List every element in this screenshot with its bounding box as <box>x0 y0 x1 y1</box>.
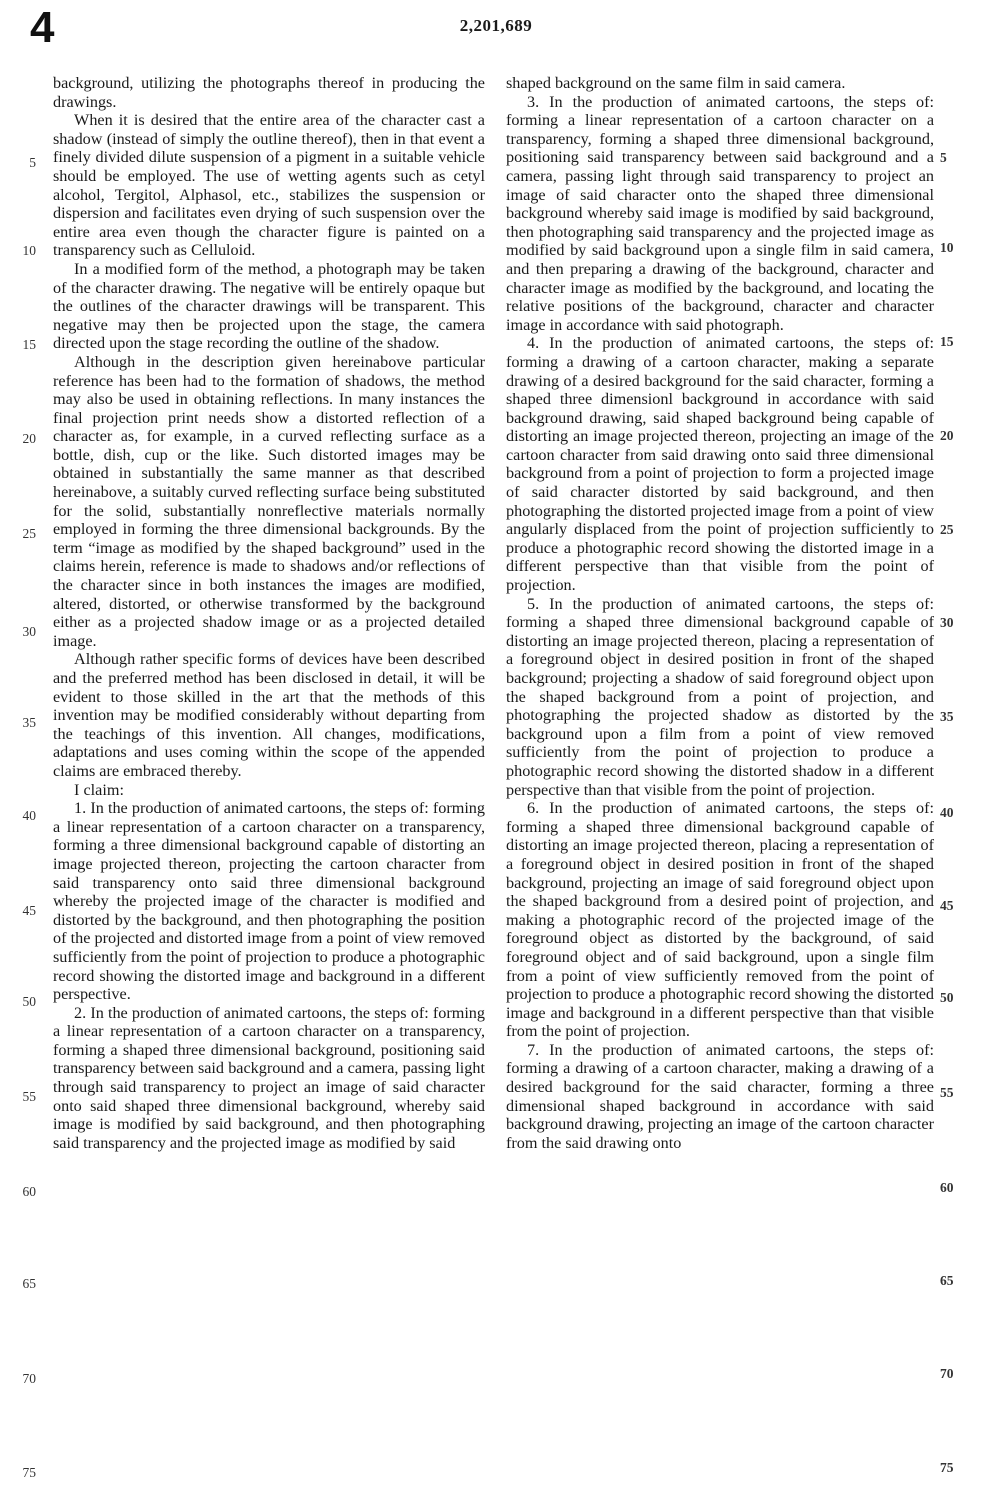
claims-heading: I claim: <box>74 780 124 799</box>
line-number: 15 <box>22 337 36 352</box>
line-number: 35 <box>940 709 954 724</box>
line-number: 25 <box>22 526 36 541</box>
line-number: 75 <box>940 1460 954 1475</box>
page-number: 4 <box>30 3 55 52</box>
line-number: 10 <box>22 243 36 258</box>
claim-6: 6. In the production of animated cartoons, the steps of: forming a shaped three dimensional background capable of distorting an image projected thereon, placing a representation of a foreground object in desired position in front of the shaped background, projecting an image of said foreground object upon the shaped background from a desired point of projection, and making a photographic record of the projected image of the foreground object as distorted by the background, of said foreground object and of said background, upon a single film from a point of view sufficiently removed from the point of projection to produce a photographic record showing the distorted image and background in a different perspective than that visible from the point of projection. <box>506 799 934 1041</box>
paragraph: background, utilizing the photographs thereof in producing the drawings. <box>53 74 485 111</box>
left-text-column <box>53 74 485 1152</box>
line-number: 20 <box>940 428 954 443</box>
line-number: 50 <box>940 990 954 1005</box>
claim-3: 3. In the production of animated cartoons, the steps of: forming a linear representation of a cartoon character on a transparency, forming a shaped three dimensional background, positioning said transparency between said background and a camera, passing light through said transparency to project an image of said character onto the shaped three dimensional background whereby said image is modified by said background, then photographing said transparency and the projected image as modified by said background upon a single film in said camera, and then preparing a drawing of the background, character and character image as modified by the background, and locating the relative positions of the background, character and character image in accordance with said photograph. <box>506 92 934 334</box>
line-number: 45 <box>22 903 36 918</box>
claim-4: 4. In the production of animated cartoons, the steps of: forming a drawing of a cartoon character, making a separate drawing of a desired background for the said character, forming a shaped three dimensionl background in accordance with said background drawing, said shaped background being capable of distorting an image projected thereon, projecting an image of the cartoon character from said drawing onto said three dimensional background from a point of projection to form a projected image of said character distorted by said background, and then photographing the distorted projected image from a point of view angularly displaced from the point of projection sufficiently to produce a photographic record showing the distorted image in a different perspective than that visible from the point of projection. <box>506 334 934 595</box>
line-number: 30 <box>940 615 954 630</box>
line-number: 5 <box>940 150 947 165</box>
line-number: 15 <box>940 334 954 349</box>
paragraph: Although rather specific forms of devices have been described and the preferred method has been disclosed in detail, it will be evident to those skilled in the art that the methods of this invention may be modified considerably without departing from the teachings of this invention. All changes, modifications, adaptations and uses coming within the scope of the appended claims are embraced thereby. <box>53 650 485 780</box>
line-number: 25 <box>940 522 954 537</box>
line-number: 30 <box>22 624 36 639</box>
patent-number: 2,201,689 <box>459 16 533 35</box>
paragraph: When it is desired that the entire area of the character cast a shadow (instead of simply the outline thereof), then in that event a finely divided dilute suspension of a pigment in a suitable vehicle should be employed. The use of wetting agents such as cetyl alcohol, Tergitol, Alphasol, etc., stabilizes the suspension or dispersion and facilitates even drying of such suspension over the entire area even though the character figure is painted on a transparency such as Celluloid. <box>53 111 485 260</box>
paragraph: Although in the description given hereinabove particular reference has been had to the formation of shadows, the method may also be used in obtaining reflections. In many instances the final projection print needs show a distorted reflection of a character as, for example, in a curved reflecting surface as a bottle, dish, cup or the like. Such distorted images may be obtained in substantially the same manner as that described hereinabove, a suitably curved reflecting surface being substituted for the solid, substantially nonreflective materials normally employed in forming the three dimensional backgrounds. By the term “image as modified by the shaped background” used in the claims herein, reference is made to shadows and/or reflections of the character since in both instances the images are modified, altered, distorted, or otherwise transformed by the background either as a projected shadow image or as a projected detailed image. <box>53 352 485 650</box>
line-number: 50 <box>22 994 36 1009</box>
claim-5: 5. In the production of animated cartoons, the steps of: forming a shaped three dimensional background capable of distorting an image projected thereon, placing a representation of a foreground object in desired position in front of the shaped background; projecting a shadow of said foreground object upon the shaped background from a point of projection, and photographing the projected shadow as distorted by the background upon a film from a point of view removed sufficiently from the point of projection to produce a photographic record showing the distorted shadow in a different perspective than that visible from the point of projection. <box>506 594 934 799</box>
line-number: 35 <box>22 715 36 730</box>
line-number: 60 <box>940 1180 954 1195</box>
line-number: 70 <box>22 1371 36 1386</box>
line-number: 40 <box>940 805 954 820</box>
right-text-column <box>506 74 934 1152</box>
line-number: 5 <box>29 155 36 170</box>
claim-1: 1. In the production of animated cartoons, the steps of: forming a linear representation of a cartoon character on a transparency, forming a three dimensional background capable of distorting an image projected thereon, projecting the cartoon character from said transparency onto said three dimensional background whereby the projected image of the character is modified and distorted by the background, and then photographing the position of the projected and distorted image from a point of view removed sufficiently from the point of projection to produce a photographic record showing the distorted image and background in a different perspective. <box>53 799 485 1004</box>
paragraph: In a modified form of the method, a photograph may be taken of the character drawing. The negative will be entirely opaque but the outlines of the character drawings will be transparent. This negative may then be projected upon the stage, the camera directed upon the stage recording the outline of the shadow. <box>53 259 485 353</box>
line-number: 20 <box>22 431 36 446</box>
line-number: 55 <box>22 1089 36 1104</box>
paragraph: shaped background on the same film in said camera. <box>506 74 846 92</box>
line-number: 65 <box>940 1273 954 1288</box>
claim-2: 2. In the production of animated cartoons, the steps of: forming a linear representation of a cartoon character on a transparency, forming a shaped three dimensional background, positioning said transparency between said background and a camera, passing light through said transparency to project an image of said character onto said shaped three dimensional background, whereby said image is modified by said background, and then photographing said transparency and the projected image as modified by said <box>53 1003 485 1152</box>
line-number: 45 <box>940 898 954 913</box>
line-number: 75 <box>22 1465 36 1480</box>
line-number: 65 <box>22 1276 36 1291</box>
line-number: 10 <box>940 240 954 255</box>
line-number: 60 <box>22 1184 36 1199</box>
claim-7: 7. In the production of animated cartoons, the steps of: forming a drawing of a cartoon character, making a drawing of a desired background for the said character, forming a three dimensional shaped background in accordance with said background drawing, projecting an image of the cartoon character from the said drawing onto <box>506 1040 934 1152</box>
line-number: 55 <box>940 1085 954 1100</box>
line-number: 70 <box>940 1366 954 1381</box>
line-number: 40 <box>22 808 36 823</box>
